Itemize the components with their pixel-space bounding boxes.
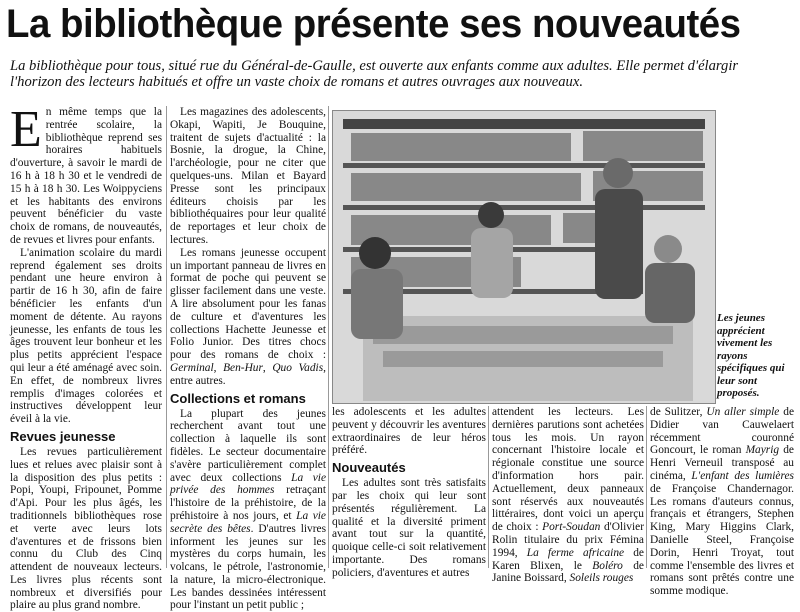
col2-paragraph-2: Les romans jeunesse occupent un important panneau de livres en format de poche qui peuvent se glisser facilement dans une veste. A lire absolument pour les fanas de culture et d'aventures les collections Hachette Jeunesse et Folio Junior. Des titres chocs pour des romans de choix : Germinal, Ben-Hur, Quo Vadis, entre autres. xyxy=(170,246,327,387)
col1-paragraph-1 xyxy=(10,101,162,247)
col4-p1-mid2: de Karen Blixen, le xyxy=(492,546,644,572)
title-vie-secrete: La vie secrète des bêtes xyxy=(170,509,326,535)
title-bolero: Boléro xyxy=(592,559,623,572)
photo-caption: Les jeunes apprécient vivement les rayons spécifiques qui leur sont proposés. xyxy=(717,312,785,399)
col2-p2-text: Les romans jeunesse occupent un important panneau de livres en format de poche qui peuvent se glisser facilement dans une veste. A lire absolument pour les fanas de culture et d'aventures les collections Hachette Jeunesse et Folio Junior. Des titres chocs pour des romans de choix : xyxy=(170,246,326,362)
subhead-revues-jeunesse: Revues jeunesse xyxy=(10,428,116,444)
library-photo xyxy=(332,110,716,404)
col5-p1-end: de Françoise Chandernagor. Les romans d'auteurs connus, français et étrangers, Stephen King, Mary Higgins Clark, Danielle Steel, Françoise Dorin, Henri Troyat, tout comme l'ensemble des livres et romans sont prêtés contre une somme modique. xyxy=(650,482,794,598)
col4-paragraph-1 xyxy=(492,406,644,585)
column-3 xyxy=(332,406,486,580)
lead-paragraph: La bibliothèque pour tous, situé rue du Général-de-Gaulle, est ouverte aux enfants comme aux adultes. Elle permet d'élargir l'horizon des lecteurs habitués et offre un vaste choix de romans et autres ouvrages aux nouveaux. xyxy=(10,58,739,90)
col1-paragraph-3: Les revues particulièrement lues et relues avec plaisir sont à la disposition des plus petits : Popi, Youpi, Fripounet, Pomme d'Api. Pour les plus âgés, les traditionnels bibliothèques rose et verte avec leurs lots d'aventures et de frissons bien connu du Club des Cinq attendent de nouveaux lecteurs. Les livres plus récents sont nombreux et diversifiés pour plaire au plus grand nombre. xyxy=(10,445,162,612)
col5-p1-text: de Sulitzer, xyxy=(650,406,703,418)
title-aller-simple: Un aller simple xyxy=(706,406,780,418)
column-5 xyxy=(650,406,794,598)
title-soleils-rouges: Soleils rouges xyxy=(569,572,634,585)
column-rule xyxy=(166,106,167,568)
subhead-nouveautes: Nouveautés xyxy=(332,460,406,476)
photo-illustration xyxy=(333,111,715,403)
col2-p3-mid: retraçant l'histoire de la préhistoire, de la préhistoire à nos jours, et xyxy=(170,484,326,522)
title-germinal: Germinal xyxy=(170,361,214,374)
col5-p1-mid2: de Henri Verneuil transposé au cinéma, xyxy=(650,444,794,482)
title-vie-privee: La vie privée des hommes xyxy=(170,471,326,497)
col4-p1-mid3: de Janine Boissard, xyxy=(492,559,644,585)
col2-paragraph-1: Les magazines des adolescents, Okapi, Wapiti, Je Bouquine, traitent de sujets d'actualité : la Bosnie, la drogue, la Chine, l'archéologie, pour ne citer que quelques-uns. Milan et Bayard Presse sont les principaux éditeurs choisis par les bibliothéquaires pour leur qualité de reportages et leur choix de lectures. xyxy=(170,106,326,246)
col2-p3-end: . D'autres livres informent les jeunes sur les mystères du corps humain, les volcans, le pétrole, l'astronomie, la nature, la micro-électronique. Les bandes dessinées intéressent pour l'instant un petit public ; xyxy=(170,522,326,612)
column-4 xyxy=(492,406,644,585)
subhead-collections-romans: Collections et romans xyxy=(170,390,306,406)
column-rule xyxy=(328,106,329,568)
col1-p1-text: n même temps que la rentrée scolaire, la bibliothèque reprend ses horaires habituels d'ouverture, à savoir le mardi de 16 h à 18 h 30 et le vendredi de 15 h à 18 h 30. Les Woippyciens et les habitants des environs peuvent bénéficier du vaste choix de romans, de nouveautés, de revues et livres pour enfants. xyxy=(10,106,162,246)
drop-cap: E xyxy=(10,101,42,158)
col2-p2-end: , entre autres. xyxy=(170,361,327,387)
col1-paragraph-2: L'animation scolaire du mardi reprend également ses droits pendant une heure environ à partir de 16 h 30, afin de faire bénéficier les enfants d'un moment de détente. Au rayons jeunesse, les enfants de tous les âges trouvent leur bonheur et les plus petits apprécient l'espace qui leur a été aménagé avec soin. En effet, de nombreux livres remplis d'images colorées et instructives développent leur éveil à la vie. xyxy=(10,246,162,426)
column-1 xyxy=(10,101,162,612)
column-rule xyxy=(646,406,647,568)
title-ben-hur: Ben-Hur xyxy=(223,361,263,374)
title-port-soudan: Port-Soudan xyxy=(542,521,601,534)
col2-p3-text: La plupart des jeunes recherchent avant tout une collection à laquelle ils sont fidèles. Le secteur documentaire s'avère particulièrement complet avec deux collections xyxy=(170,407,326,484)
title-mayrig: Mayrig xyxy=(745,444,780,457)
column-rule xyxy=(488,406,489,568)
col5-paragraph-1 xyxy=(650,406,794,598)
title-enfant-lumieres: L'enfant des lumières xyxy=(691,469,794,482)
col3-paragraph-1: les adolescents et les adultes peuvent y découvrir les aventures extraordinaires de leur héros préféré. xyxy=(332,406,486,457)
col5-p1-mid: de Didier van Cauwelaert récemment couronné Goncourt, le roman xyxy=(650,406,795,457)
headline: La bibliothèque présente ses nouveautés xyxy=(6,2,741,46)
title-quo-vadis: Quo Vadis xyxy=(272,361,324,374)
col3-paragraph-2: Les adultes sont très satisfaits par les choix qui leur sont présentés régulièrement. La qualité et la diversité priment avant tout sur la quantité, quoique celle-ci soit relativement importante. Des romans policiers, d'aventures et autres xyxy=(332,477,486,579)
title-ferme-africaine: La ferme africaine xyxy=(526,546,625,559)
column-2 xyxy=(170,106,326,612)
col2-paragraph-3 xyxy=(170,408,326,612)
col4-p1-mid: d'Olivier Rolin titulaire du prix Fémina 1994, xyxy=(492,521,644,559)
col4-p1-text: attendent les lecteurs. Les dernières parutions sont achetées tous les mois. Un rayon concernant l'histoire locale et régionale constitue une source d'information hors pair. Actuellement, deux panneaux sont réservés aux nouveautés littéraires, dont voici un aperçu de choix : xyxy=(492,406,644,534)
